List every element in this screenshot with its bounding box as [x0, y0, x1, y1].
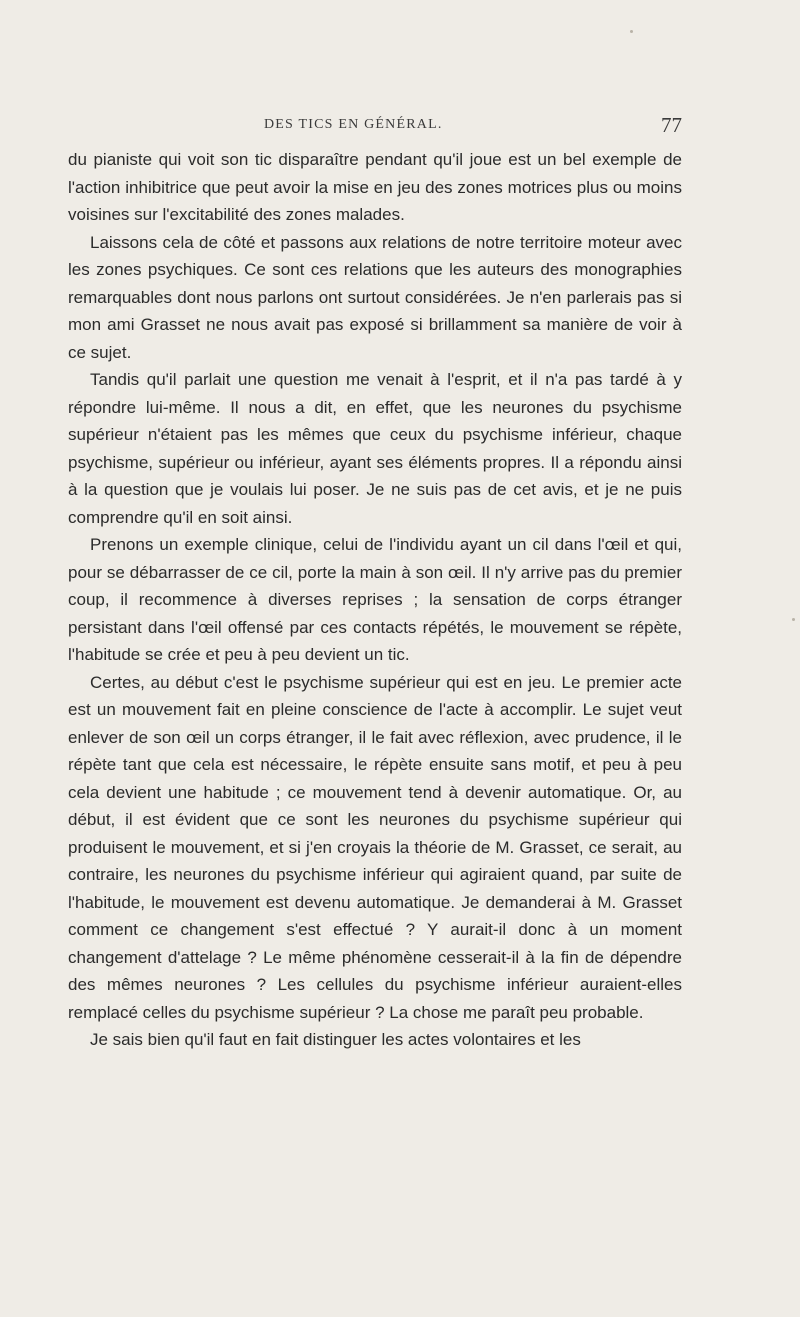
paper-speck	[792, 618, 795, 621]
running-head	[68, 113, 682, 137]
paragraph: du pianiste qui voit son tic disparaître pendant qu'il joue est un bel exemple de l'action inhibitrice que peut avoir la mise en jeu des zones motrices plus ou moins voisines sur l'excitabilité des zones malades.	[68, 150, 682, 224]
page-number: 77	[661, 113, 682, 137]
paragraph: Je sais bien qu'il faut en fait distinguer les actes volontaires et les	[90, 1030, 581, 1049]
paragraph: Certes, au début c'est le psychisme supérieur qui est en jeu. Le premier acte est un mouvement fait en pleine conscience de l'acte à accomplir. Le sujet veut enlever de son œil un corps étranger, il le fait avec réflexion, avec prudence, il le répète tant que cela est nécessaire, le répète ensuite sans motif, et peu à peu cela devient une habitude ; ce mouvement tend à devenir automatique. Or, au début, il est évident que ce sont les neurones du psychisme supérieur qui produisent le mouvement, et si j'en croyais la théorie de M. Grasset, ce serait, au contraire, les neurones du psychisme inférieur qui agiraient quand, par suite de l'habitude, le mouvement est devenu automatique. Je demanderai à M. Grasset comment ce changement s'est effectué ? Y aurait-il donc à un moment changement d'attelage ? Le même phénomène cesserait-il à la fin de dépendre des mêmes neurones ? Les cellules du psychisme inférieur auraient-elles remplacé celles du psychisme supérieur ? La chose me paraît peu probable.	[68, 672, 682, 1022]
paper-speck	[630, 30, 633, 33]
paragraph: Prenons un exemple clinique, celui de l'individu ayant un cil dans l'œil et qui, pour se débarrasser de ce cil, porte la main à son œil. Il n'y arrive pas du premier coup, il recommence à diverses reprises ; la sensation de corps étranger persistant dans l'œil offensé par ces contacts répétés, le mouvement se répète, l'habitude se crée et peu à peu devient un tic.	[68, 535, 682, 664]
body-text	[68, 146, 682, 1054]
running-title: DES TICS EN GÉNÉRAL.	[264, 117, 443, 132]
paragraph: Tandis qu'il parlait une question me venait à l'esprit, et il n'a pas tardé à y répondre lui-même. Il nous a dit, en effet, que les neurones du psychisme supérieur n'étaient pas les mêmes que ceux du psychisme inférieur, chaque psychisme, supérieur ou inférieur, ayant ses éléments propres. Il a répondu ainsi à la question que je voulais lui poser. Je ne suis pas de cet avis, et je ne puis comprendre qu'il en soit ainsi.	[68, 370, 682, 527]
paragraph: Laissons cela de côté et passons aux relations de notre territoire moteur avec les zones psychiques. Ce sont ces relations que les auteurs des monographies remarquables dont nous parlons ont surtout considérées. Je n'en parlerais pas si mon ami Grasset ne nous avait pas exposé si brillamment sa manière de voir à ce sujet.	[68, 232, 682, 362]
